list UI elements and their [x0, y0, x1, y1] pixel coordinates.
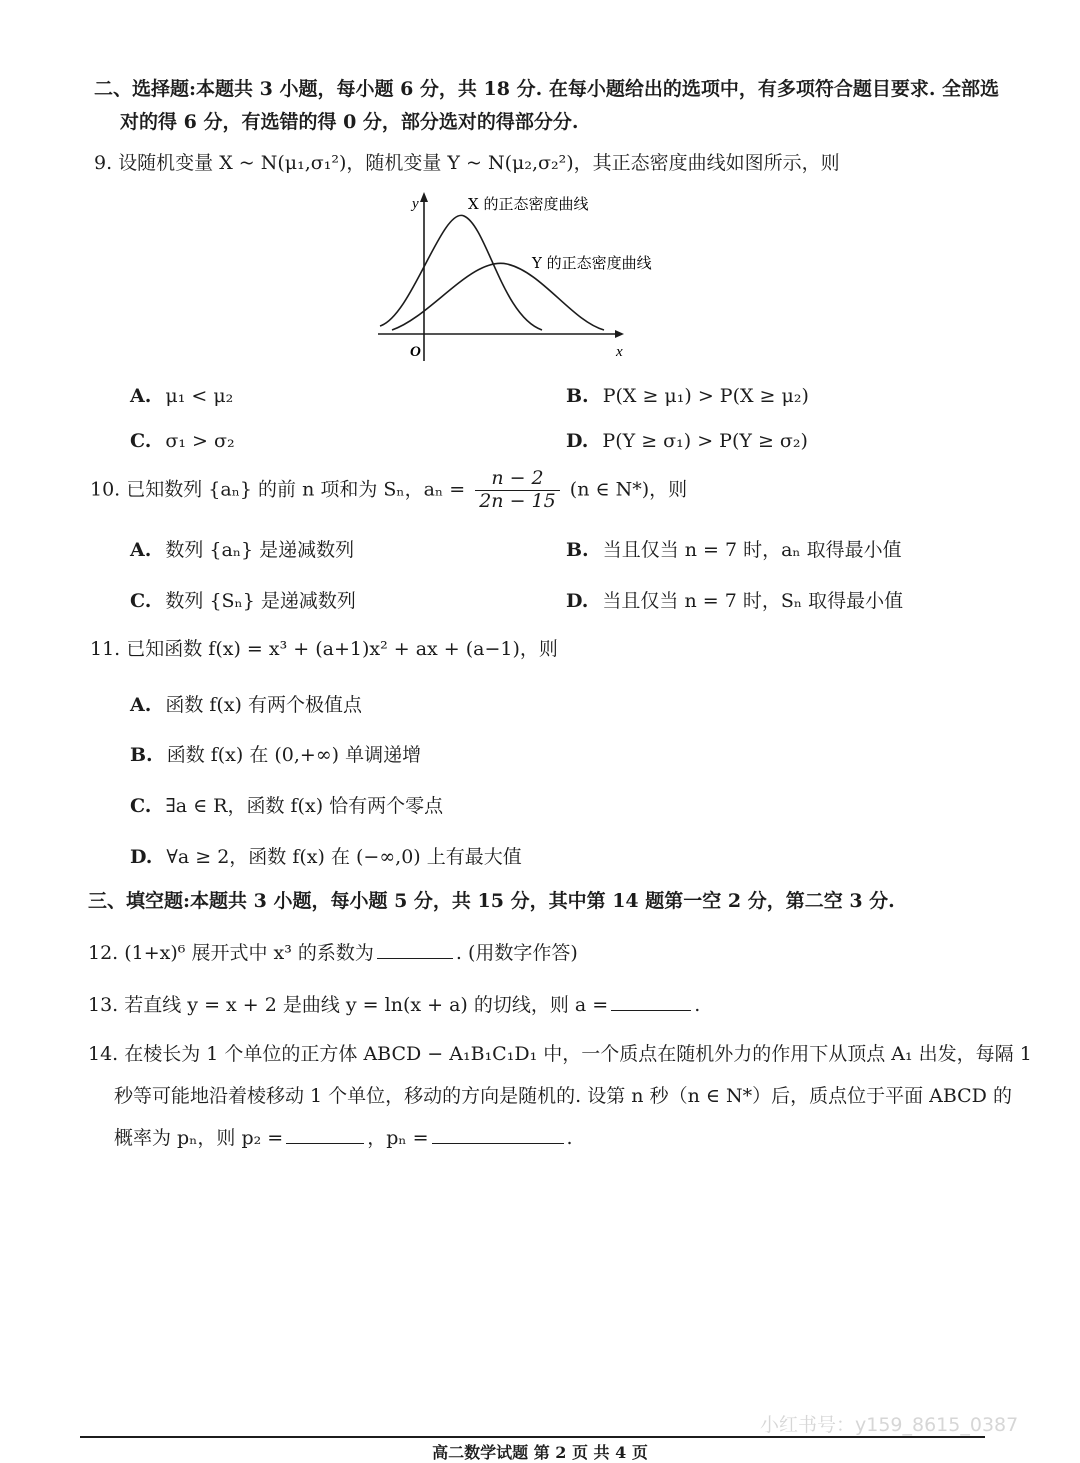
x-axis-label: x	[616, 344, 623, 360]
option-letter: A.	[130, 694, 152, 716]
x-curve-label: X 的正态密度曲线	[468, 195, 589, 213]
option-text: 当且仅当 n = 7 时，aₙ 取得最小值	[602, 539, 902, 561]
question-11-stem: 11. 已知函数 f(x) = x³ + (a+1)x² + ax + (a−1)，则	[90, 638, 558, 660]
option-letter: A.	[130, 385, 152, 407]
option-text: 函数 f(x) 有两个极值点	[165, 694, 363, 716]
q10-fraction	[475, 468, 560, 513]
q10-stem-post: (n ∈ N*)，则	[569, 478, 688, 501]
section3-heading: 三、填空题:本题共 3 小题，每小题 5 分，共 15 分，其中第 14 题第一空 2 分，第二空 3 分.	[88, 890, 895, 912]
x-density-curve	[380, 215, 542, 330]
section2-heading-line2: 对的得 6 分，有选错的得 0 分，部分选对的得部分分.	[120, 111, 579, 133]
q11-option-a[interactable]	[130, 690, 362, 717]
origin-label: O	[410, 344, 421, 360]
question-14-line2: 秒等可能地沿着棱移动 1 个单位，移动的方向是随机的. 设第 n 秒（n ∈ N*）后，质点位于平面 ABCD 的	[114, 1085, 1012, 1107]
q10-option-b[interactable]	[566, 535, 902, 562]
option-letter: A.	[130, 539, 152, 561]
q14-p2-answer-blank[interactable]	[286, 1125, 364, 1144]
question-12	[88, 940, 578, 965]
fraction-denominator: 2n − 15	[479, 489, 556, 512]
q9-option-a[interactable]	[130, 385, 233, 407]
option-letter: B.	[566, 385, 589, 407]
option-text: ∀a ≥ 2，函数 f(x) 在 (−∞,0) 上有最大值	[166, 846, 522, 868]
option-text: 数列 {Sₙ} 是递减数列	[165, 590, 356, 612]
q10-option-a[interactable]	[130, 535, 354, 562]
q10-option-c[interactable]	[130, 586, 356, 613]
y-axis-arrow	[420, 192, 428, 202]
option-text: 当且仅当 n = 7 时，Sₙ 取得最小值	[602, 590, 904, 612]
question-13	[88, 992, 700, 1017]
question-10-stem	[90, 468, 687, 513]
option-letter: C.	[130, 430, 152, 452]
option-text: μ₁ < μ₂	[165, 385, 234, 407]
q11-option-b[interactable]	[130, 740, 421, 767]
q10-stem-pre: 10. 已知数列 {aₙ} 的前 n 项和为 Sₙ，aₙ =	[90, 478, 466, 501]
q14-text-post: .	[566, 1127, 573, 1149]
question-9-stem: 9. 设随机变量 X ~ N(μ₁,σ₁²)，随机变量 Y ~ N(μ₂,σ₂²)，其正态密度曲线如图所示，则	[94, 152, 840, 174]
option-text: 函数 f(x) 在 (0,+∞) 单调递增	[166, 744, 422, 766]
watermark: 小红书号：y159_8615_0387	[760, 1414, 1019, 1436]
x-axis-arrow	[615, 330, 624, 338]
q11-option-c[interactable]	[130, 791, 443, 818]
question-14-line1: 14. 在棱长为 1 个单位的正方体 ABCD − A₁B₁C₁D₁ 中，一个质点在随机外力的作用下从顶点 A₁ 出发，每隔 1	[88, 1043, 1032, 1065]
option-letter: D.	[566, 430, 589, 452]
q12-answer-blank[interactable]	[377, 940, 453, 959]
fraction-numerator: n − 2	[475, 468, 560, 491]
q14-text-pre: 概率为 pₙ，则 p₂ =	[114, 1127, 284, 1149]
option-letter: B.	[130, 744, 153, 766]
q10-option-d[interactable]	[566, 586, 903, 613]
q13-answer-blank[interactable]	[611, 992, 691, 1011]
option-letter: B.	[566, 539, 589, 561]
y-curve-label: Y 的正态密度曲线	[532, 254, 652, 272]
option-text: σ₁ > σ₂	[165, 430, 235, 452]
option-letter: D.	[130, 846, 153, 868]
q14-text-mid: ，pₙ =	[367, 1127, 429, 1149]
q13-text-post: .	[694, 994, 701, 1016]
option-text: P(Y ≥ σ₁) > P(Y ≥ σ₂)	[602, 430, 808, 452]
question-14-line3	[114, 1125, 573, 1150]
q14-pn-answer-blank[interactable]	[432, 1125, 564, 1144]
option-text: ∃a ∈ R，函数 f(x) 恰有两个零点	[165, 795, 444, 817]
option-letter: C.	[130, 795, 152, 817]
y-axis-label: y	[412, 196, 419, 212]
option-text: P(X ≥ μ₁) > P(X ≥ μ₂)	[602, 385, 809, 407]
q13-text-pre: 13. 若直线 y = x + 2 是曲线 y = ln(x + a) 的切线，则 a =	[88, 994, 609, 1016]
option-letter: D.	[566, 590, 589, 612]
q9-option-d[interactable]	[566, 430, 808, 452]
page-footer: 高二数学试题 第 2 页 共 4 页	[432, 1443, 648, 1462]
figure-axes	[378, 192, 624, 361]
option-letter: C.	[130, 590, 152, 612]
normal-density-figure	[372, 186, 672, 366]
q11-option-d[interactable]	[130, 842, 522, 869]
q12-text-pre: 12. (1+x)⁶ 展开式中 x³ 的系数为	[88, 942, 374, 964]
q9-option-b[interactable]	[566, 385, 809, 407]
q12-text-post: . (用数字作答)	[455, 942, 578, 964]
footer-rule	[80, 1436, 985, 1438]
option-text: 数列 {aₙ} 是递减数列	[165, 539, 355, 561]
q9-option-c[interactable]	[130, 430, 235, 452]
section2-heading-line1: 二、选择题:本题共 3 小题，每小题 6 分，共 18 分. 在每小题给出的选项中，有多项符合题目要求. 全部选	[94, 78, 1000, 100]
